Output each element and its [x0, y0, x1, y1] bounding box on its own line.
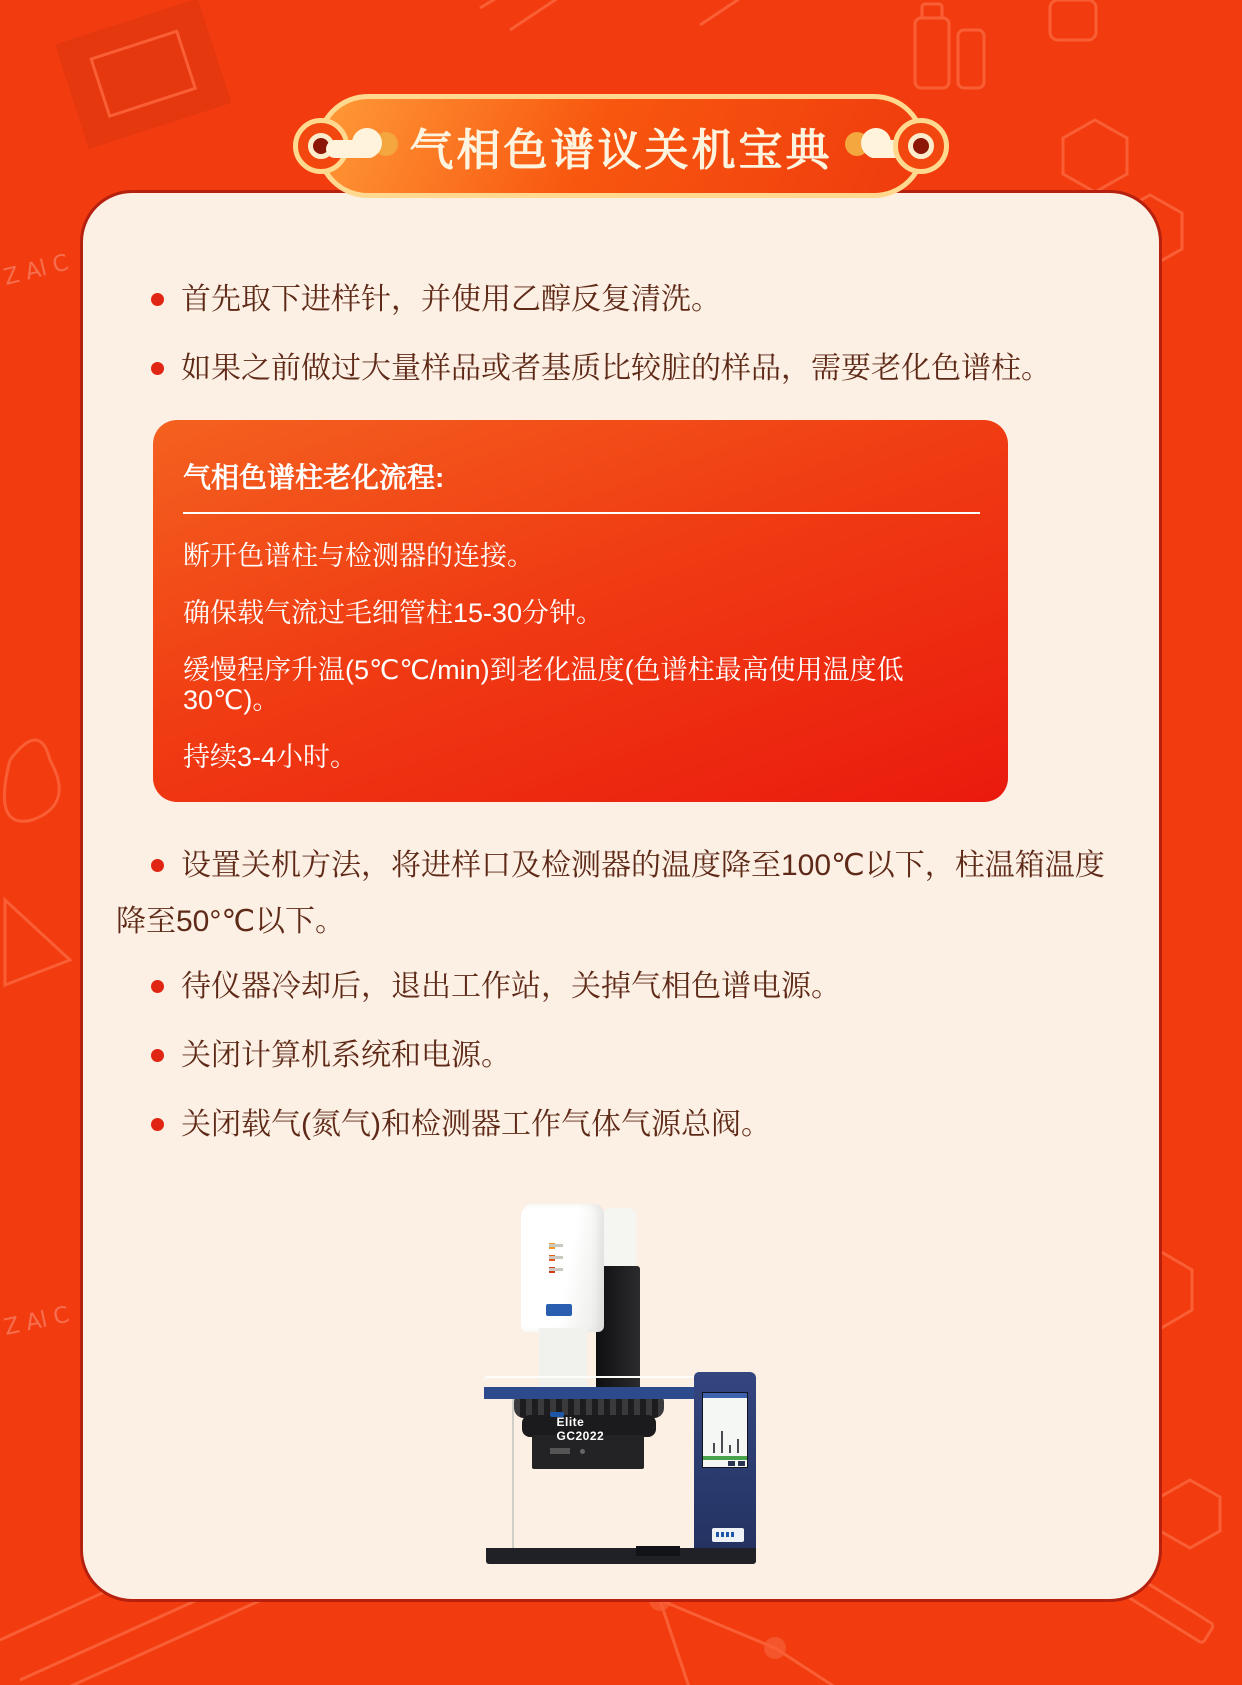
aging-step: 确保载气流过毛细管柱15-30分钟。 [183, 598, 604, 628]
gc-instrument-image [484, 1196, 756, 1578]
bullet-dot-icon [151, 1118, 164, 1131]
bullet-item [116, 1035, 1123, 1077]
bullet-item [116, 966, 1123, 1008]
content-card [80, 190, 1162, 1602]
bullet-text: 待仪器冷却后，退出工作站，关掉气相色谱电源。 [181, 970, 841, 1003]
svg-text:Z Al C: Z Al C [2, 1302, 72, 1341]
gc-panel-logo [712, 1528, 744, 1542]
bullet-dot-icon [151, 362, 164, 375]
page-title: 气相色谱议关机宝典 [409, 126, 833, 175]
aging-box-title: 气相色谱柱老化流程: [183, 462, 445, 493]
aging-step: 断开色谱柱与检测器的连接。 [183, 541, 534, 571]
title-banner [316, 94, 926, 198]
svg-text:Z Al C: Z Al C [1, 250, 72, 291]
gc-led-indicator [549, 1266, 573, 1273]
bullet-item [116, 838, 1123, 950]
gc-led-indicator [549, 1254, 573, 1261]
gc-model-text: Elite GC2022 [556, 1415, 605, 1443]
banner-knob-right-icon [893, 118, 949, 174]
gc-door-seam [512, 1399, 514, 1549]
cloud-left-icon [326, 128, 398, 164]
aging-procedure-box [153, 420, 1008, 802]
gc-base [486, 1548, 756, 1564]
bullet-item [116, 348, 1123, 390]
bullet-text: 首先取下进样针，并使用乙醇反复清洗。 [181, 283, 721, 316]
bullet-dot-icon [151, 859, 164, 872]
gc-model-label [550, 1412, 605, 1443]
bullet-text: 设置关机方法，将进样口及检测器的温度降至100℃以下，柱温箱温度降至50°℃以下。 [116, 849, 1105, 938]
gc-touchscreen [702, 1392, 748, 1468]
bullet-dot-icon [151, 293, 164, 306]
bullet-dot-icon [151, 980, 164, 993]
bullet-text: 如果之前做过大量样品或者基质比较脏的样品，需要老化色谱柱。 [181, 352, 1051, 385]
bullet-text: 关闭计算机系统和电源。 [181, 1039, 511, 1072]
aging-step: 持续3-4小时。 [183, 742, 358, 772]
bullet-dot-icon [151, 1049, 164, 1062]
content-card-body [83, 193, 1159, 1599]
bullet-item [116, 1104, 1123, 1146]
aging-step: 缓慢程序升温(5℃℃/min)到老化温度(色谱柱最高使用温度低30℃)。 [183, 655, 904, 715]
bullet-text: 关闭载气(氮气)和检测器工作气体气源总阀。 [181, 1108, 771, 1141]
aging-box-divider [183, 512, 980, 514]
bullet-item [116, 279, 1123, 321]
gc-tower-logo [546, 1304, 572, 1316]
gc-led-indicator [549, 1242, 573, 1249]
